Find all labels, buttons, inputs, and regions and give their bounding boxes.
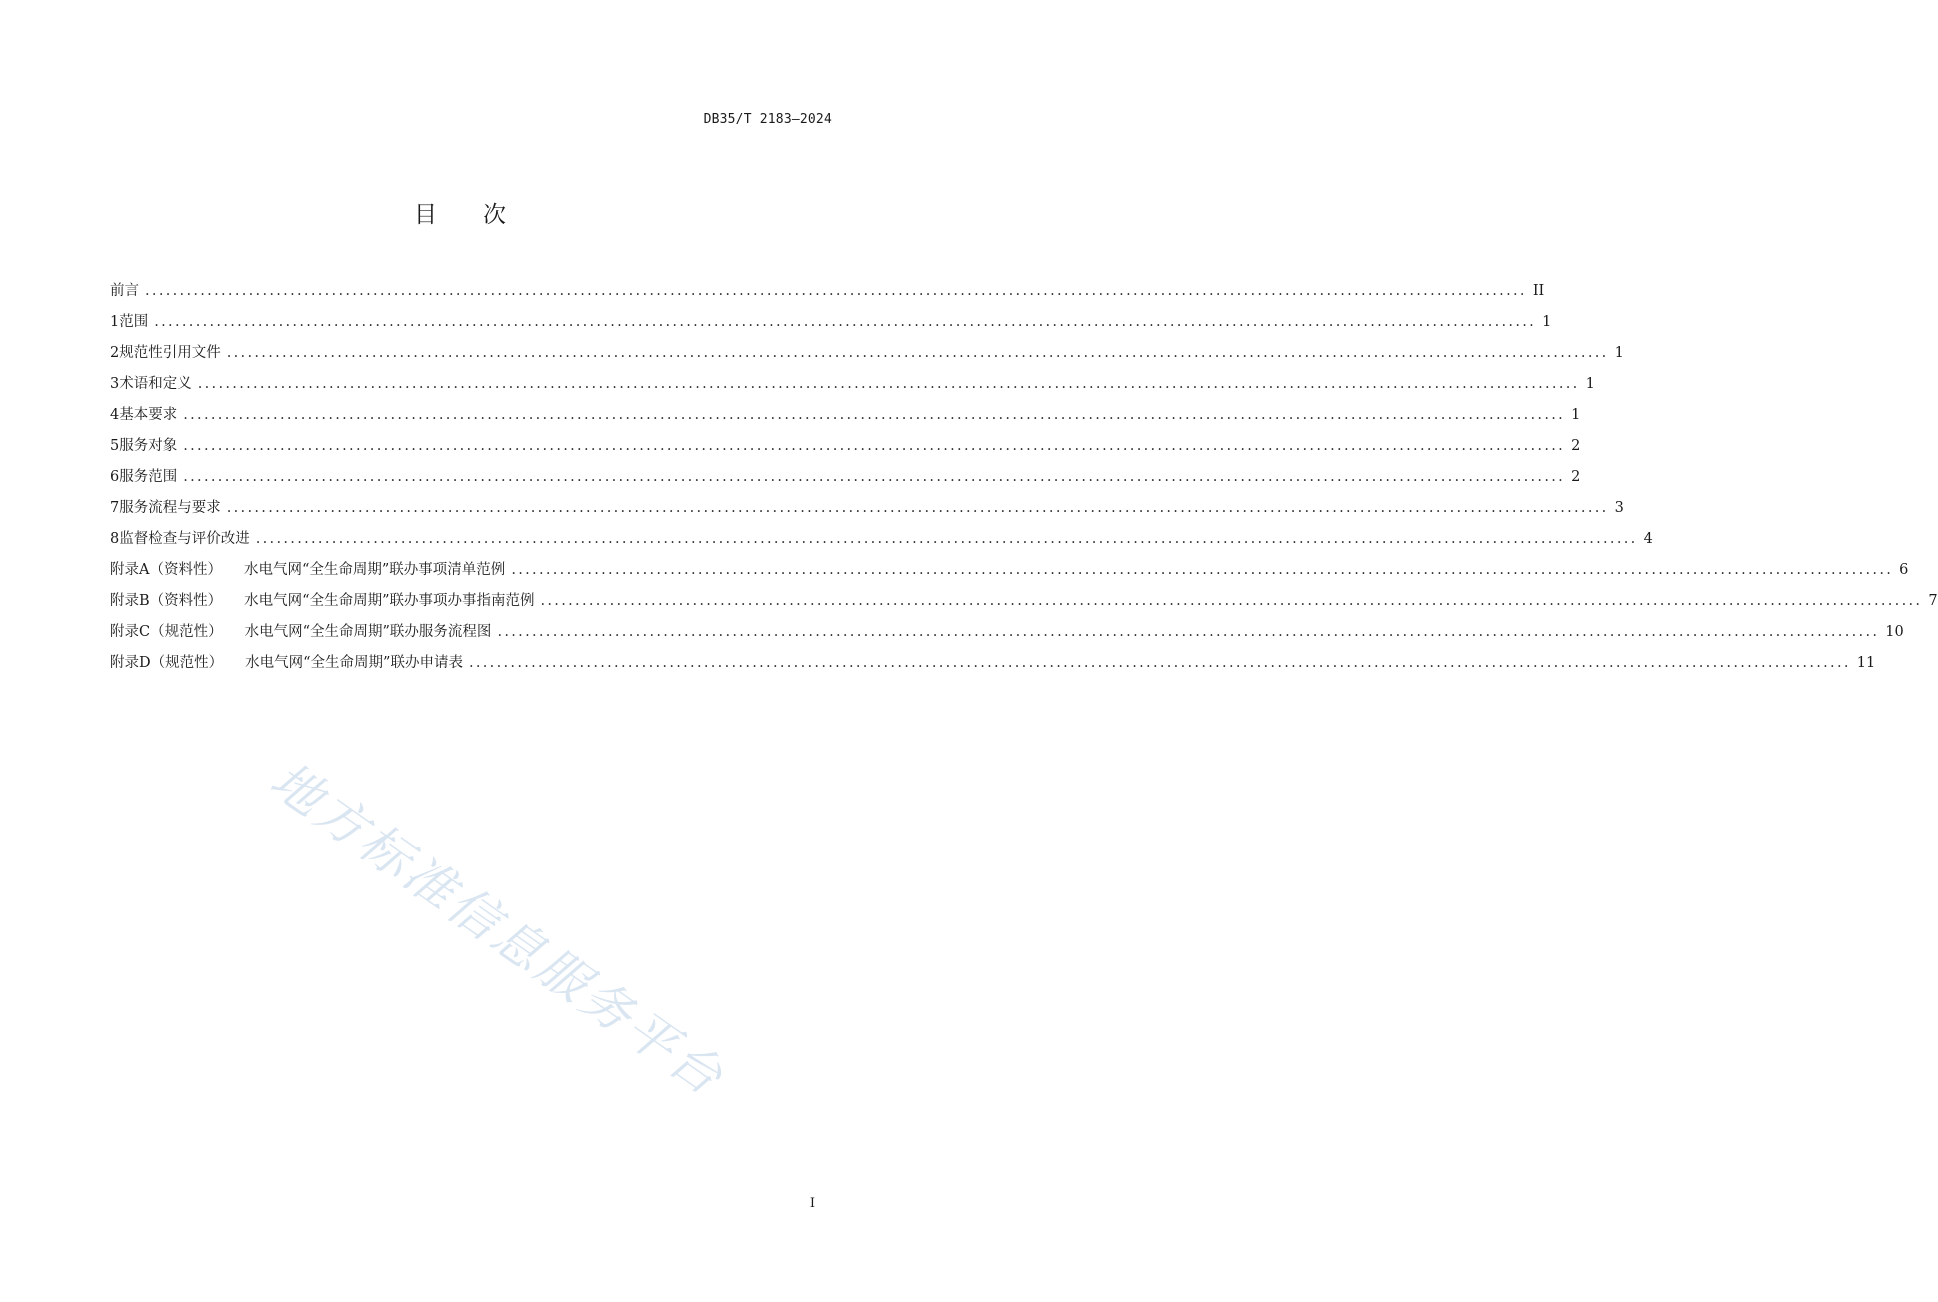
toc-page-number: 1 [1585,376,1595,392]
toc-entry-8[interactable] [110,526,1653,557]
page-number: I [809,1196,815,1211]
watermark: 地方标准信息服务平台 [259,750,736,1108]
toc-page-number: 2 [1571,469,1581,485]
toc-page-number: 7 [1928,593,1938,609]
toc-appendix-title: 水电气网“全生命周期”联办事项清单范例 [243,562,506,578]
toc-appendix-title: 水电气网“全生命周期”联办服务流程图 [244,624,492,640]
toc-label: 术语和定义 [119,376,192,392]
toc-leader-dots: ........................................................................................................................................................................................................ [183,407,1566,423]
toc-leader-dots: ........................................................................................................................................................................................................ [255,531,1638,547]
toc-label: 服务对象 [119,438,178,454]
toc-label: 前言 [110,283,139,299]
toc-entry-1[interactable] [110,309,1552,340]
toc-leader-dots: ........................................................................................................................................................................................................ [145,283,1527,299]
toc-entry-appendix-b[interactable] [110,588,1938,619]
toc-page-number: 10 [1885,624,1904,640]
toc-section-number: 6 [110,469,120,485]
toc-entry-4[interactable] [110,402,1581,433]
toc-label: 范围 [119,314,149,330]
toc-leader-dots: ........................................................................................................................................................................................................ [226,500,1609,516]
toc-section-number: 5 [110,438,120,454]
toc-appendix-label: 附录C（规范性） [110,624,223,640]
toc-section-number: 7 [110,500,120,516]
toc-leader-dots: ........................................................................................................................................................................................................ [497,624,1880,640]
toc-entry-2[interactable] [110,340,1624,371]
table-of-contents [110,278,1938,681]
toc-section-number: 3 [110,376,120,392]
toc-page-number: 1 [1571,407,1581,423]
toc-section-number: 2 [110,345,120,361]
toc-leader-dots: ........................................................................................................................................................................................................ [540,593,1923,609]
toc-page-number: 1 [1542,314,1552,330]
toc-entry-5[interactable] [110,433,1581,464]
toc-entry-6[interactable] [110,464,1581,495]
toc-section-number: 8 [110,531,120,547]
toc-label: 监督检查与评价改进 [119,531,250,547]
toc-appendix-label: 附录D（规范性） [110,655,224,671]
toc-page-number: 1 [1614,345,1624,361]
toc-page-number: 4 [1643,531,1653,547]
toc-leader-dots: ........................................................................................................................................................................................................ [226,345,1609,361]
toc-section-number: 1 [110,314,120,330]
toc-entry-appendix-a[interactable] [110,557,1909,588]
toc-appendix-label: 附录A（资料性） [110,562,222,578]
toc-leader-dots: ........................................................................................................................................................................................................ [183,469,1566,485]
toc-label: 规范性引用文件 [119,345,221,361]
toc-page-number: 11 [1856,655,1876,671]
toc-entry-appendix-d[interactable] [110,650,1876,681]
page-title: 目次 [414,202,552,228]
toc-page-number: II [1532,283,1545,299]
toc-label: 服务范围 [119,469,178,485]
toc-entry-3[interactable] [110,371,1595,402]
toc-leader-dots: ........................................................................................................................................................................................................ [183,438,1566,454]
toc-page-number: 2 [1571,438,1581,454]
toc-appendix-label: 附录B（资料性） [110,593,223,609]
toc-page-number: 3 [1614,500,1624,516]
toc-section-number: 4 [110,407,120,423]
toc-leader-dots: ........................................................................................................................................................................................................ [468,655,1851,671]
toc-appendix-title: 水电气网“全生命周期”联办申请表 [245,655,463,671]
toc-label: 服务流程与要求 [119,500,221,516]
toc-entry-foreword[interactable] [110,278,1545,309]
toc-label: 基本要求 [119,407,178,423]
toc-leader-dots: ........................................................................................................................................................................................................ [154,314,1537,330]
toc-leader-dots: ........................................................................................................................................................................................................ [511,562,1894,578]
document-code: DB35/T 2183—2024 [703,112,832,127]
toc-entry-appendix-c[interactable] [110,619,1904,650]
toc-appendix-title: 水电气网“全生命周期”联办事项办事指南范例 [244,593,535,609]
toc-leader-dots: ........................................................................................................................................................................................................ [197,376,1580,392]
toc-entry-7[interactable] [110,495,1624,526]
toc-page-number: 6 [1899,562,1909,578]
